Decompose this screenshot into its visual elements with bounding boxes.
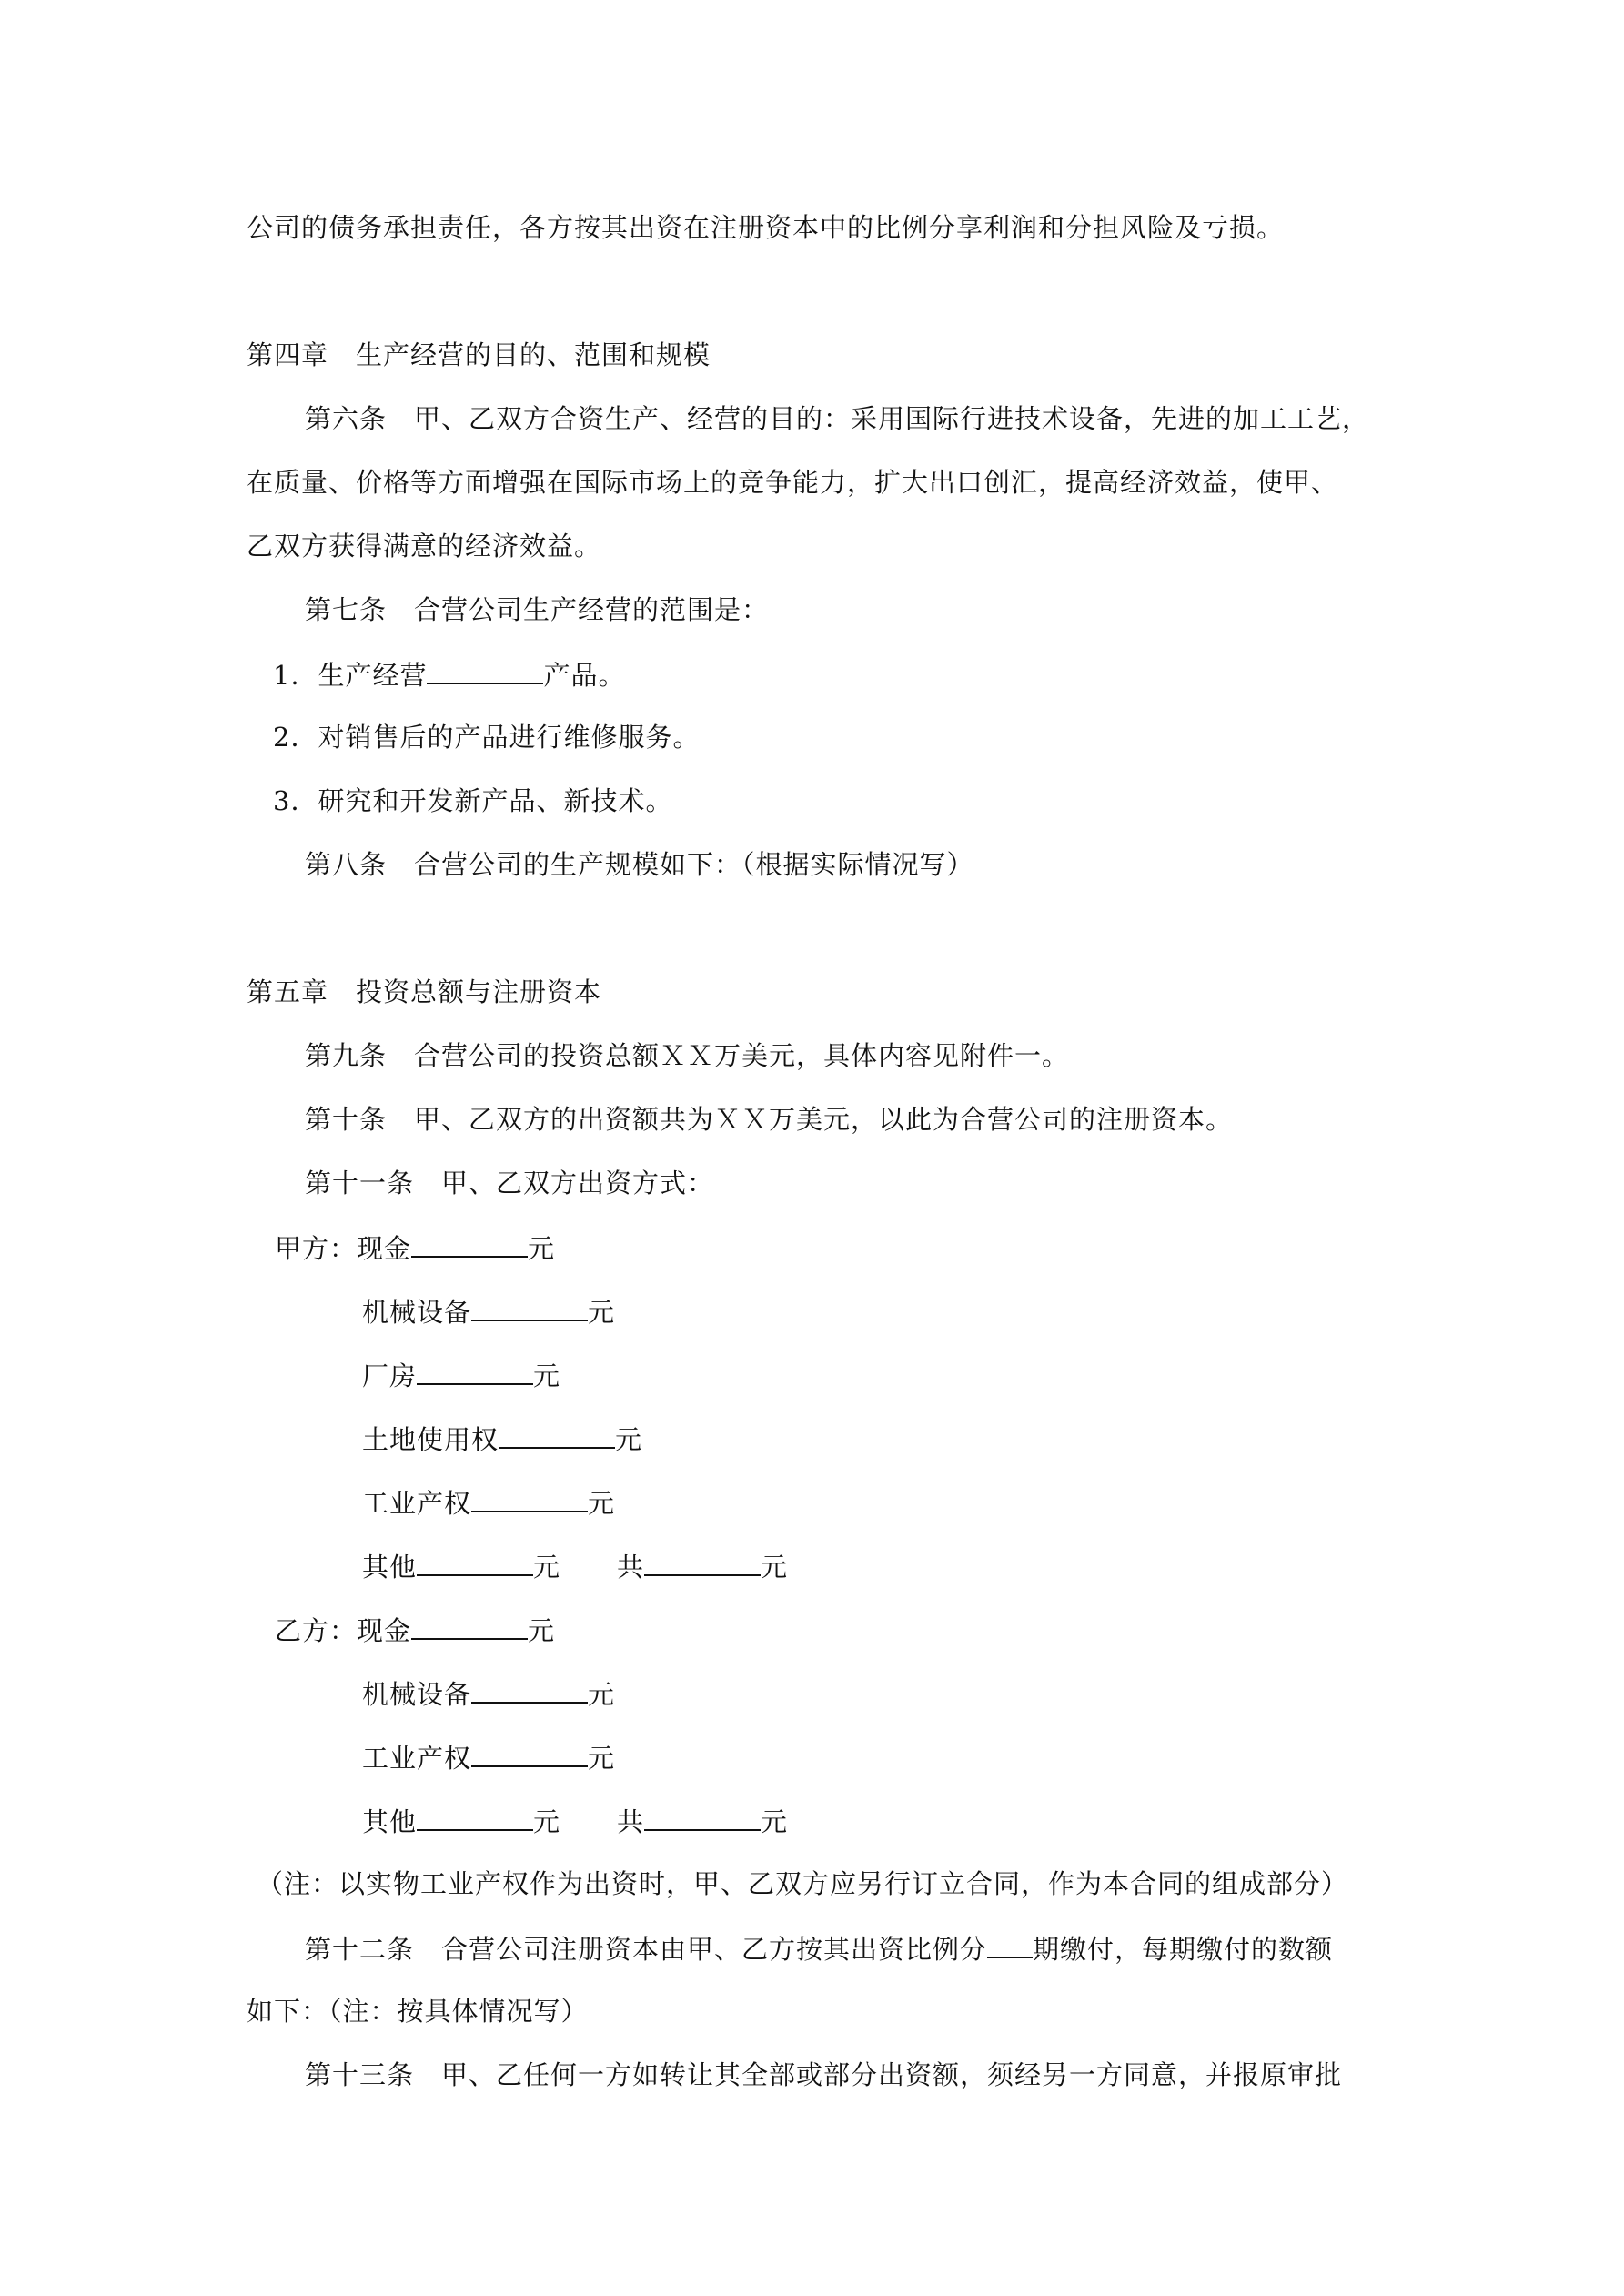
- paragraph-continuation: 公司的债务承担责任，各方按其出资在注册资本中的比例分享利润和分担风险及亏损。: [247, 212, 1285, 243]
- article-9: 第九条 合营公司的投资总额ＸＸ万美元，具体内容见附件一。: [305, 1040, 1070, 1071]
- party-b-row-ip: 工业产权 元: [362, 1740, 615, 1775]
- party-a-row-plant: 厂房 元: [362, 1358, 560, 1392]
- party-b-row-cash: 乙方：现金 元: [275, 1613, 555, 1647]
- product-blank[interactable]: [427, 657, 543, 684]
- article-6-line-2: 在质量、价格等方面增强在国际市场上的竞争能力，扩大出口创汇，提高经济效益，使甲、: [247, 467, 1339, 498]
- party-b-row-other-total: 其他 元 共 元: [362, 1804, 788, 1838]
- installments-blank[interactable]: [987, 1931, 1033, 1958]
- article-6-line-1: 第六条 甲、乙双方合资生产、经营的目的：采用国际行进技术设备，先进的加工工艺，: [305, 403, 1370, 434]
- amount-blank[interactable]: [499, 1421, 615, 1449]
- contribution-note: （注：以实物工业产权作为出资时，甲、乙双方应另行订立合同，作为本合同的组成部分）: [257, 1868, 1349, 1899]
- chapter-5-heading: 第五章 投资总额与注册资本: [247, 976, 602, 1007]
- article-12-line-2: 如下：（注：按具体情况写）: [247, 1996, 589, 2027]
- party-b-label: 乙方：: [275, 1615, 358, 1646]
- article-7: 第七条 合营公司生产经营的范围是：: [305, 594, 770, 625]
- article-12-line-1: 第十二条 合营公司注册资本由甲、乙方按其出资比例分 期缴付，每期缴付的数额: [305, 1931, 1333, 1966]
- scope-item-1: [273, 657, 625, 692]
- chapter-4-heading: 第四章 生产经营的目的、范围和规模: [247, 339, 711, 370]
- amount-blank[interactable]: [471, 1294, 588, 1321]
- article-8: 第八条 合营公司的生产规模如下：（根据实际情况写）: [305, 849, 974, 880]
- party-a-row-cash: 甲方：现金 元: [275, 1230, 555, 1265]
- amount-blank[interactable]: [417, 1804, 533, 1831]
- amount-blank[interactable]: [471, 1740, 588, 1767]
- amount-blank[interactable]: [411, 1613, 528, 1640]
- party-a-row-other-total: 其他 元 共 元: [362, 1549, 788, 1583]
- article-11: 第十一条 甲、乙双方出资方式：: [305, 1168, 715, 1199]
- amount-blank[interactable]: [471, 1676, 588, 1704]
- party-a-row-ip: 工业产权 元: [362, 1485, 615, 1520]
- party-a-label: 甲方：: [275, 1233, 358, 1264]
- amount-blank[interactable]: [471, 1485, 588, 1512]
- party-b-row-machinery: 机械设备 元: [362, 1676, 615, 1711]
- scope-item-2: 2．对销售后的产品进行维修服务。: [273, 722, 701, 753]
- total-blank[interactable]: [644, 1549, 761, 1576]
- scope-item-3: 3．研究和开发新产品、新技术。: [273, 785, 673, 816]
- amount-blank[interactable]: [417, 1358, 533, 1385]
- amount-blank[interactable]: [411, 1230, 528, 1258]
- total-blank[interactable]: [644, 1804, 761, 1831]
- article-6-line-3: 乙双方获得满意的经济效益。: [247, 531, 602, 561]
- amount-blank[interactable]: [417, 1549, 533, 1576]
- scope-item-1-prefix: 1．生产经营: [273, 660, 428, 691]
- scope-item-1-suffix: 产品。: [543, 660, 626, 691]
- article-13-line-1: 第十三条 甲、乙任何一方如转让其全部或部分出资额，须经另一方同意，并报原审批: [305, 2059, 1343, 2090]
- party-a-row-land-use: 土地使用权 元: [362, 1421, 642, 1456]
- article-10: 第十条 甲、乙双方的出资额共为ＸＸ万美元，以此为合营公司的注册资本。: [305, 1104, 1234, 1135]
- party-a-row-machinery: 机械设备 元: [362, 1294, 615, 1329]
